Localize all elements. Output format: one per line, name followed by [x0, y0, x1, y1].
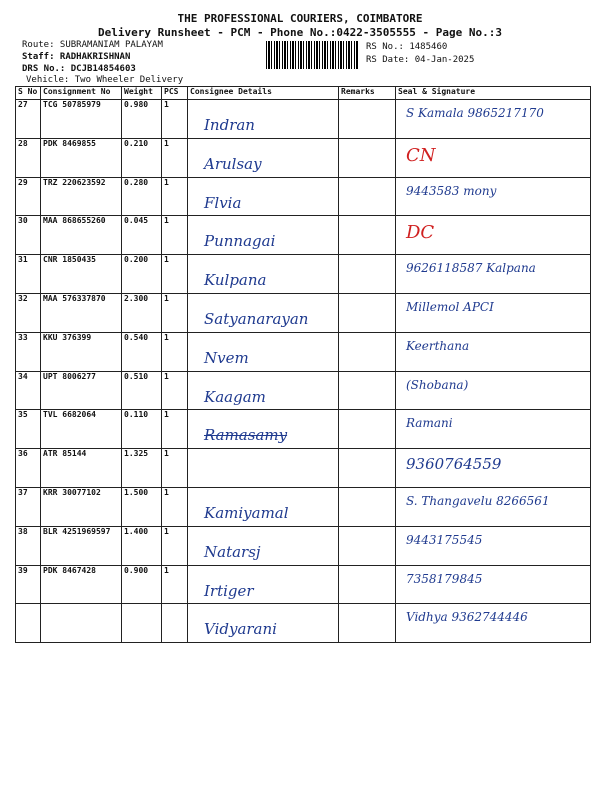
row-remarks — [339, 177, 396, 216]
row-sno — [16, 604, 41, 643]
table-row — [16, 177, 591, 216]
consignee-handwriting: Kulpana — [204, 271, 267, 290]
row-signature — [396, 293, 591, 332]
table-row — [16, 255, 591, 294]
signature-handwriting: 9443583 mony — [406, 183, 497, 198]
row-remarks — [339, 604, 396, 643]
table-row — [16, 604, 591, 643]
table-row — [16, 332, 591, 371]
row-weight: 0.540 — [122, 332, 162, 371]
col-weight: Weight — [122, 87, 162, 100]
row-weight — [122, 604, 162, 643]
row-consignee — [188, 216, 339, 255]
row-signature — [396, 100, 591, 139]
row-signature — [396, 138, 591, 177]
row-consignment: PDK 8469855 — [41, 138, 122, 177]
row-consignment: CNR 1850435 — [41, 255, 122, 294]
consignee-handwriting: Vidyarani — [204, 620, 277, 639]
row-signature — [396, 604, 591, 643]
signature-handwriting: (Shobana) — [406, 377, 469, 392]
row-sno: 33 — [16, 332, 41, 371]
table-row — [16, 449, 591, 488]
row-weight: 0.045 — [122, 216, 162, 255]
row-consignment: TVL 6682064 — [41, 410, 122, 449]
row-consignment: PDK 8467428 — [41, 565, 122, 604]
table-row — [16, 526, 591, 565]
row-consignee — [188, 449, 339, 488]
row-consignee — [188, 293, 339, 332]
staff-label: Staff: RADHAKRISHNAN — [22, 52, 131, 62]
company-title: THE PROFESSIONAL COURIERS, COIMBATORE — [177, 12, 423, 25]
row-sno: 31 — [16, 255, 41, 294]
signature-handwriting: 9360764559 — [406, 455, 502, 474]
row-sno: 39 — [16, 565, 41, 604]
col-remarks: Remarks — [339, 87, 396, 100]
row-consignment: TRZ 220623592 — [41, 177, 122, 216]
row-consignee — [188, 565, 339, 604]
row-weight: 0.980 — [122, 100, 162, 139]
table-row — [16, 565, 591, 604]
row-pcs: 1 — [162, 332, 188, 371]
row-pcs: 1 — [162, 526, 188, 565]
signature-handwriting: 9443175545 — [406, 532, 483, 547]
signature-handwriting: S Kamala 9865217170 — [406, 106, 544, 120]
row-pcs: 1 — [162, 371, 188, 410]
consignee-handwriting — [190, 449, 336, 465]
row-remarks — [339, 371, 396, 410]
col-consignee: Consignee Details — [188, 87, 339, 100]
row-consignment: ATR 85144 — [41, 449, 122, 488]
row-signature — [396, 332, 591, 371]
consignee-handwriting: Punnagai — [204, 232, 276, 251]
row-pcs: 1 — [162, 255, 188, 294]
row-consignment — [41, 604, 122, 643]
drs-label: DRS No.: DCJB14854603 — [22, 64, 136, 74]
table-row — [16, 216, 591, 255]
row-pcs: 1 — [162, 177, 188, 216]
row-pcs: 1 — [162, 100, 188, 139]
row-consignee — [188, 255, 339, 294]
row-sno: 37 — [16, 487, 41, 526]
consignee-handwriting: Indran — [204, 116, 255, 134]
signature-handwriting: DC — [406, 222, 435, 244]
row-signature — [396, 565, 591, 604]
col-sno: S No — [16, 87, 41, 100]
row-pcs: 1 — [162, 293, 188, 332]
col-pcs: PCS — [162, 87, 188, 100]
row-remarks — [339, 255, 396, 294]
row-consignee — [188, 177, 339, 216]
row-signature — [396, 449, 591, 488]
row-pcs: 1 — [162, 216, 188, 255]
table-row — [16, 100, 591, 139]
row-weight: 1.400 — [122, 526, 162, 565]
row-consignment: MAA 576337870 — [41, 293, 122, 332]
row-consignment: UPT 8006277 — [41, 371, 122, 410]
row-signature — [396, 487, 591, 526]
row-weight: 0.510 — [122, 371, 162, 410]
consignee-handwriting: Nvem — [204, 348, 249, 367]
row-consignee — [188, 487, 339, 526]
row-remarks — [339, 100, 396, 139]
table-row — [16, 410, 591, 449]
row-consignment: BLR 4251969597 — [41, 526, 122, 565]
row-consignee — [188, 138, 339, 177]
row-remarks — [339, 410, 396, 449]
row-remarks — [339, 216, 396, 255]
vehicle-label: Vehicle: Two Wheeler Delivery — [26, 75, 184, 85]
row-signature — [396, 177, 591, 216]
row-consignee — [188, 332, 339, 371]
consignee-handwriting: Satyanarayan — [204, 309, 309, 328]
rs-number: RS No.: 1485460 — [366, 42, 448, 52]
row-sno: 29 — [16, 177, 41, 216]
row-consignee — [188, 100, 339, 139]
row-consignee — [188, 410, 339, 449]
signature-handwriting: Keerthana — [406, 338, 470, 353]
row-consignment: TCG 50785979 — [41, 100, 122, 139]
row-remarks — [339, 487, 396, 526]
row-consignment: KRR 30077102 — [41, 487, 122, 526]
row-pcs: 1 — [162, 487, 188, 526]
table-row — [16, 371, 591, 410]
row-weight: 0.110 — [122, 410, 162, 449]
row-sno: 35 — [16, 410, 41, 449]
row-remarks — [339, 526, 396, 565]
row-sno: 38 — [16, 526, 41, 565]
row-sno: 34 — [16, 371, 41, 410]
row-consignee — [188, 526, 339, 565]
row-consignee — [188, 604, 339, 643]
consignee-handwriting: Irtiger — [204, 581, 254, 600]
table-header-row — [16, 87, 591, 100]
col-signature: Seal & Signature — [396, 87, 591, 100]
row-signature — [396, 216, 591, 255]
row-remarks — [339, 449, 396, 488]
row-weight: 1.325 — [122, 449, 162, 488]
row-remarks — [339, 293, 396, 332]
row-signature — [396, 410, 591, 449]
row-remarks — [339, 138, 396, 177]
signature-handwriting: Millemol APCI — [406, 299, 494, 314]
row-weight: 0.900 — [122, 565, 162, 604]
table-row — [16, 487, 591, 526]
row-consignment: KKU 376399 — [41, 332, 122, 371]
row-remarks — [339, 332, 396, 371]
row-sno: 32 — [16, 293, 41, 332]
row-weight: 0.200 — [122, 255, 162, 294]
consignee-handwriting: Flvia — [204, 193, 242, 212]
row-weight: 0.210 — [122, 138, 162, 177]
table-row — [16, 138, 591, 177]
row-signature — [396, 526, 591, 565]
row-pcs: 1 — [162, 410, 188, 449]
consignee-handwriting: Natarsj — [204, 542, 261, 561]
row-remarks — [339, 565, 396, 604]
row-pcs — [162, 604, 188, 643]
consignee-handwriting: Kaagam — [204, 387, 266, 406]
row-sno: 27 — [16, 100, 41, 139]
runsheet-table — [15, 86, 591, 643]
barcode-image — [266, 41, 359, 69]
row-pcs: 1 — [162, 449, 188, 488]
signature-handwriting: Ramani — [406, 416, 453, 431]
row-pcs: 1 — [162, 565, 188, 604]
row-consignment: MAA 868655260 — [41, 216, 122, 255]
row-sno: 30 — [16, 216, 41, 255]
consignee-handwriting: Arulsay — [204, 154, 262, 173]
rs-date: RS Date: 04-Jan-2025 — [366, 55, 475, 65]
table-row — [16, 293, 591, 332]
row-sno: 28 — [16, 138, 41, 177]
rs-info — [366, 41, 474, 67]
route-label: Route: SUBRAMANIAM PALAYAM — [22, 40, 163, 50]
row-weight: 1.500 — [122, 487, 162, 526]
consignee-handwriting: Ramasamy — [204, 426, 288, 445]
row-signature — [396, 255, 591, 294]
runsheet-subtitle: Delivery Runsheet - PCM - Phone No.:0422-3505555 - Page No.:3 — [98, 26, 502, 39]
col-consignment: Consignment No — [41, 87, 122, 100]
row-sno: 36 — [16, 449, 41, 488]
signature-handwriting: S. Thangavelu 8266561 — [406, 493, 550, 508]
row-signature — [396, 371, 591, 410]
signature-handwriting: Vidhya 9362744446 — [406, 610, 528, 625]
consignee-handwriting: Kamiyamal — [204, 503, 289, 522]
signature-handwriting: 9626118587 Kalpana — [406, 261, 536, 276]
row-weight: 2.300 — [122, 293, 162, 332]
row-weight: 0.280 — [122, 177, 162, 216]
signature-handwriting: CN — [406, 144, 436, 166]
row-consignee — [188, 371, 339, 410]
signature-handwriting: 7358179845 — [406, 571, 483, 586]
row-pcs: 1 — [162, 138, 188, 177]
